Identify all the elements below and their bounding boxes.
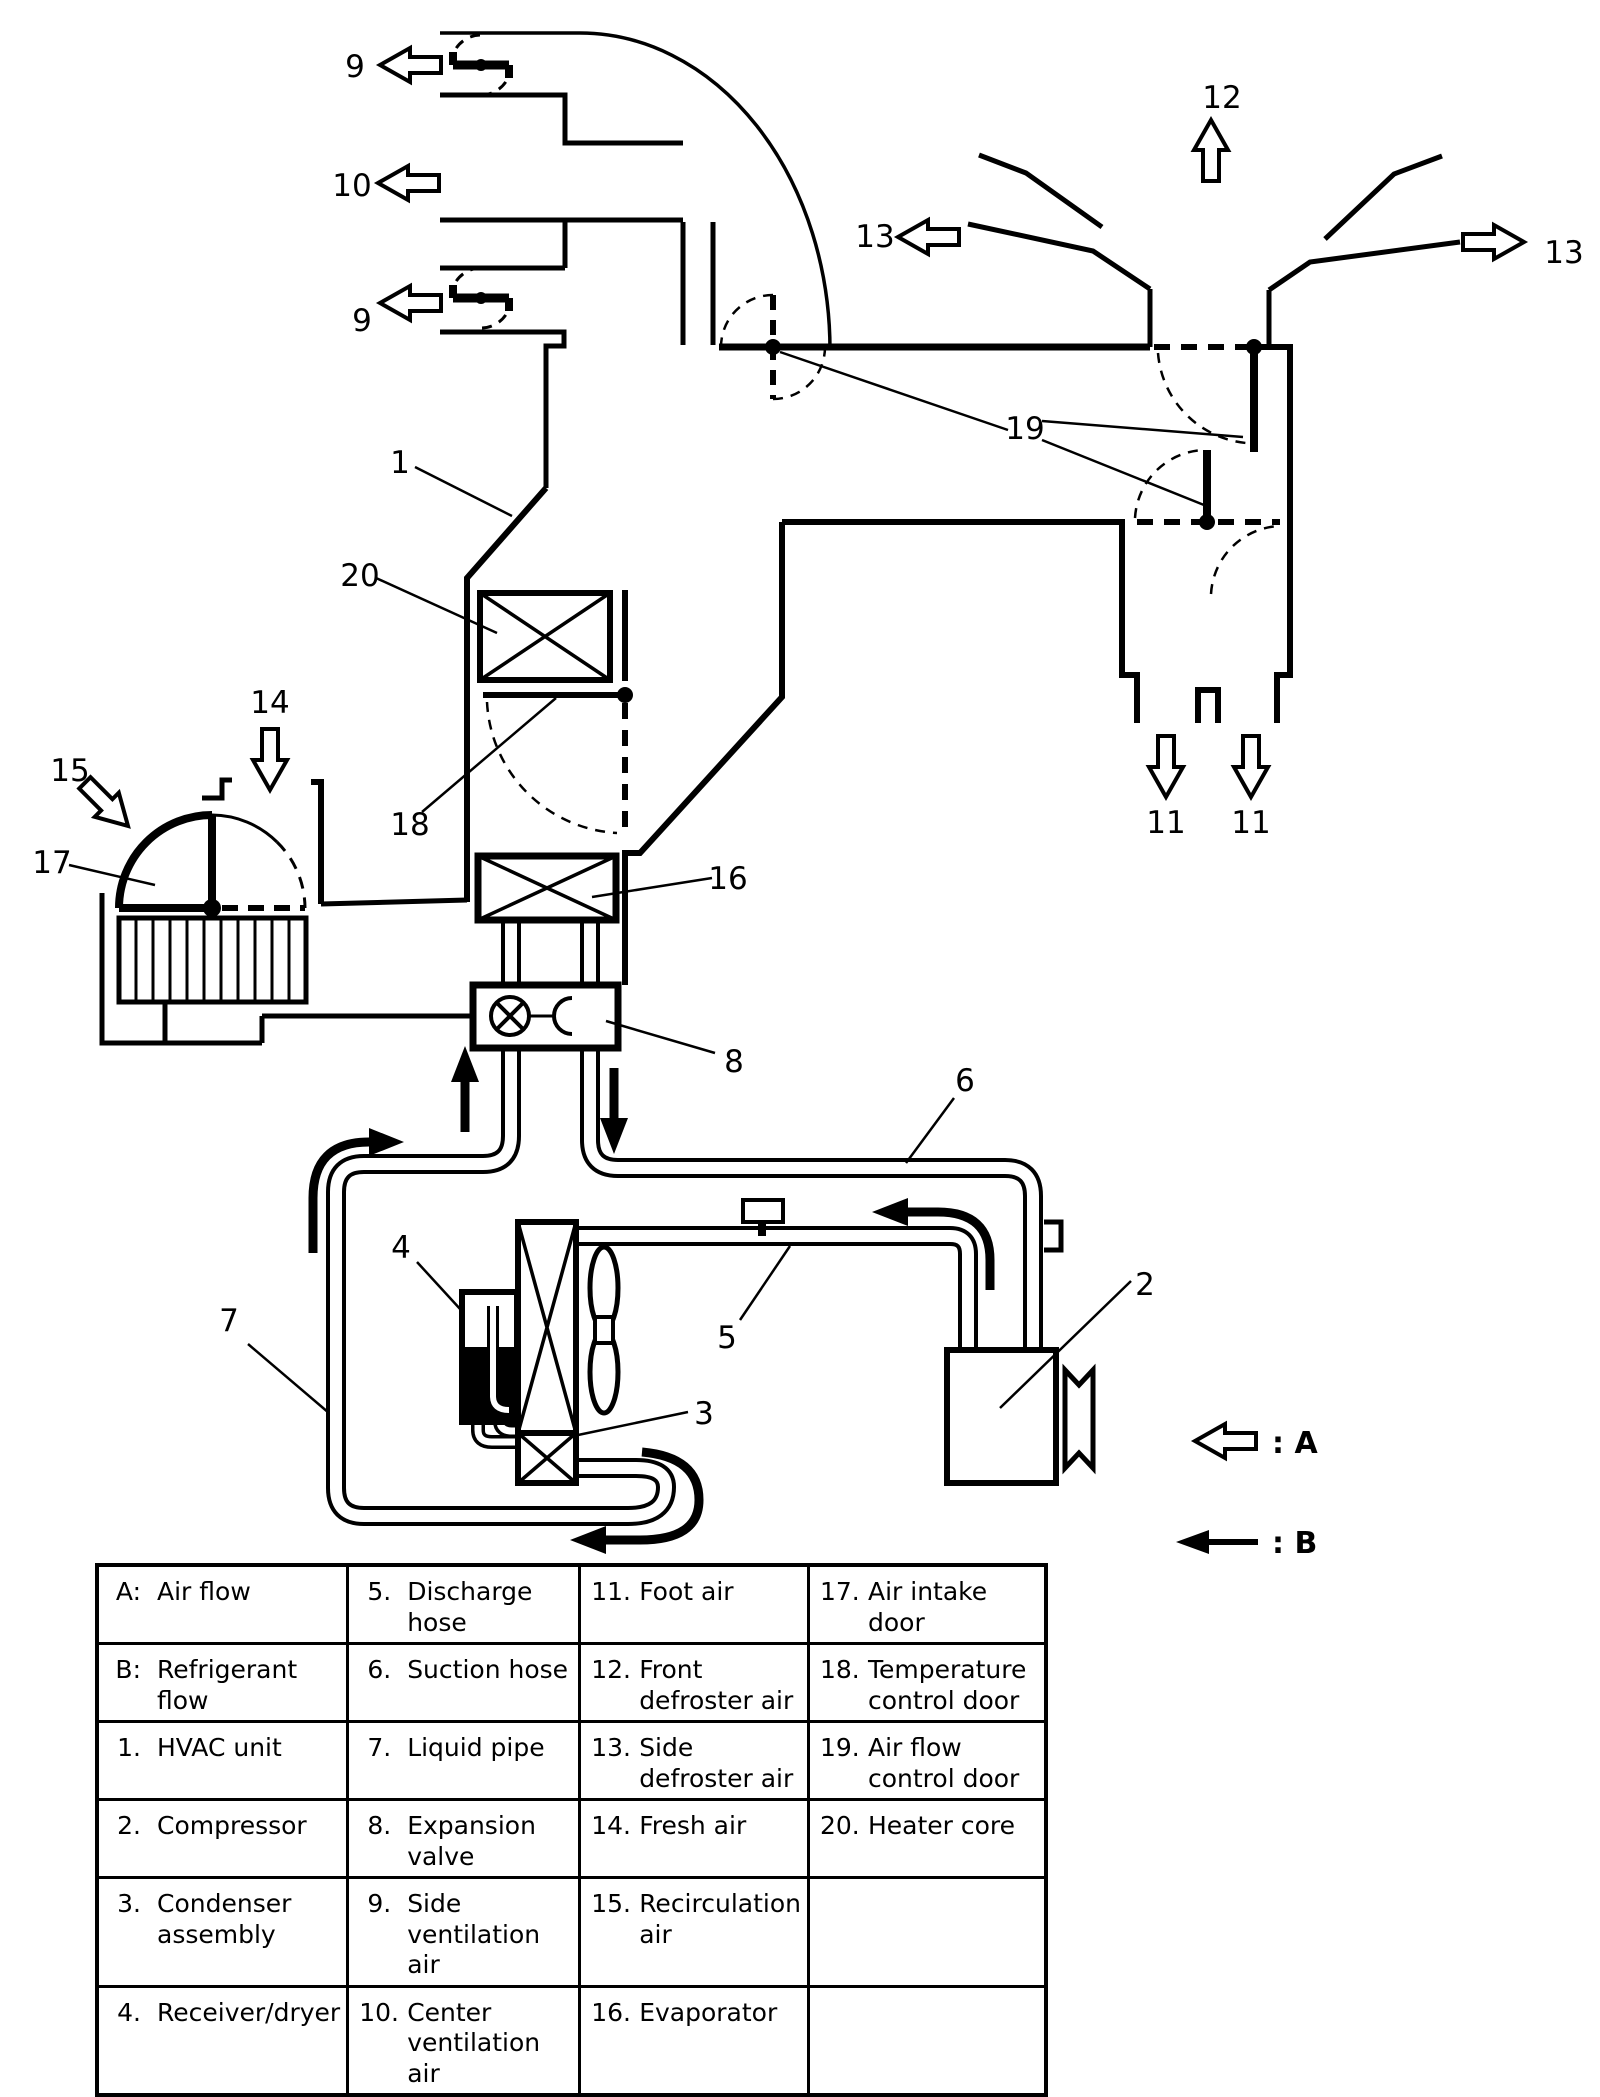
legend-cell: 8. Expansion valve xyxy=(348,1800,580,1878)
air-intake-door xyxy=(119,815,305,917)
label-9-top: 9 xyxy=(345,49,365,85)
label-7: 7 xyxy=(219,1303,239,1339)
label-11-right: 11 xyxy=(1231,805,1271,841)
side-defroster-air-arrow-left-icon xyxy=(898,220,959,254)
center-vent-air-arrow-icon xyxy=(378,166,439,200)
legend-cell: 4. Receiver/dryer xyxy=(97,1986,348,2095)
label-3: 3 xyxy=(694,1396,714,1432)
legend-cell: A: Air flow xyxy=(97,1565,348,1644)
evaporator xyxy=(478,856,616,920)
legend-table-container xyxy=(95,1563,1048,2097)
foot-outlet-divider xyxy=(1198,690,1218,723)
leader-lines xyxy=(69,352,1243,1435)
label-20: 20 xyxy=(340,558,380,594)
side-vent-air-arrow-top-icon xyxy=(380,48,441,82)
table-row xyxy=(97,1565,1046,1644)
receiver-dryer xyxy=(462,1292,517,1422)
legend-cell: 5. Discharge hose xyxy=(348,1565,580,1644)
label-6: 6 xyxy=(955,1063,975,1099)
label-2: 2 xyxy=(1135,1267,1155,1303)
label-18: 18 xyxy=(390,807,430,843)
side-defroster-nozzle-left xyxy=(979,155,1102,227)
refrigerant-flow-key-arrow-icon xyxy=(1176,1530,1209,1554)
foot-air-arrow-left-icon xyxy=(1149,736,1183,797)
label-5: 5 xyxy=(717,1320,737,1356)
side-vent-valve-bottom-icon xyxy=(451,268,511,328)
flow-key xyxy=(1176,1424,1318,1561)
foot-air-arrow-right-icon xyxy=(1234,736,1268,797)
liquid-pipe-flow-arrow-icon xyxy=(369,1128,404,1156)
side-vent-air-arrow-bottom-icon xyxy=(380,286,441,320)
label-11-left: 11 xyxy=(1146,805,1186,841)
legend-cell: 16. Evaporator xyxy=(580,1986,809,2095)
legend-cell: 14. Fresh air xyxy=(580,1800,809,1878)
label-17: 17 xyxy=(32,845,72,881)
refrigerant-pipes xyxy=(336,918,1033,1516)
table-row xyxy=(97,1878,1046,1987)
legend-table xyxy=(95,1563,1048,2097)
table-row xyxy=(97,1722,1046,1800)
legend-cell: 18. Temperature control door xyxy=(808,1644,1046,1722)
vent-duct-assembly xyxy=(440,33,830,902)
label-19: 19 xyxy=(1005,411,1045,447)
legend-cell xyxy=(808,1878,1046,1987)
label-13-left: 13 xyxy=(855,219,895,255)
condenser-assembly xyxy=(518,1222,576,1483)
legend-cell: 6. Suction hose xyxy=(348,1644,580,1722)
label-12: 12 xyxy=(1202,80,1242,116)
legend-cell: 7. Liquid pipe xyxy=(348,1722,580,1800)
legend-cell: 11. Foot air xyxy=(580,1565,809,1644)
legend-cell: 3. Condenser assembly xyxy=(97,1878,348,1987)
legend-cell: 2. Compressor xyxy=(97,1800,348,1878)
subcool-flow-arrow-icon xyxy=(570,1526,606,1554)
condenser-fan-icon xyxy=(590,1247,618,1413)
label-14: 14 xyxy=(250,685,290,721)
table-row xyxy=(97,1800,1046,1878)
discharge-flow-arrow-icon xyxy=(872,1198,908,1226)
legend-cell: 12. Front defroster air xyxy=(580,1644,809,1722)
fresh-air-arrow-icon xyxy=(253,729,287,790)
legend-cell: 15. Recirculation air xyxy=(580,1878,809,1987)
foot-duct-left-wall xyxy=(782,522,1137,723)
front-defroster-air-arrow-icon xyxy=(1194,120,1228,181)
legend-cell: 9. Side ventilation air xyxy=(348,1878,580,1987)
legend-cell: 10. Center ventilation air xyxy=(348,1986,580,2095)
legend-cell: 20. Heater core xyxy=(808,1800,1046,1878)
label-8: 8 xyxy=(724,1044,744,1080)
table-row xyxy=(97,1986,1046,2095)
flow-down-arrow-icon xyxy=(600,1118,628,1154)
label-9-bottom: 9 xyxy=(352,303,372,339)
legend-cell xyxy=(808,1986,1046,2095)
side-defroster-nozzle-right xyxy=(1325,156,1442,239)
legend-cell: B: Refrigerant flow xyxy=(97,1644,348,1722)
temp-control-door xyxy=(483,687,633,837)
label-10: 10 xyxy=(332,168,372,204)
expansion-valve xyxy=(473,985,618,1048)
air-flow-key-arrow-icon xyxy=(1195,1424,1256,1458)
center-vent-downcomer xyxy=(683,222,713,345)
legend-cell: 19. Air flow control door xyxy=(808,1722,1046,1800)
label-13-right: 13 xyxy=(1544,235,1584,271)
air-flow-key-label: : A xyxy=(1272,1426,1318,1461)
legend-cell: 13. Side defroster air xyxy=(580,1722,809,1800)
label-4: 4 xyxy=(391,1230,411,1266)
side-vent-valve-top-icon xyxy=(451,35,511,95)
service-fitting-icon xyxy=(1044,1222,1061,1250)
side-defroster-air-arrow-right-icon xyxy=(1463,225,1524,259)
heater-core xyxy=(480,593,610,680)
label-16: 16 xyxy=(708,861,748,897)
foot-duct-right-wall xyxy=(1258,347,1290,723)
discharge-hose xyxy=(576,1236,968,1350)
refrigerant-flow-key-label: : B xyxy=(1272,1526,1318,1561)
legend-cell: 17. Air intake door xyxy=(808,1565,1046,1644)
hvac-top-and-defroster xyxy=(719,155,1460,723)
label-1: 1 xyxy=(390,445,410,481)
table-row xyxy=(97,1644,1046,1722)
hvac-unit-right-wall xyxy=(625,522,782,985)
legend-cell: 1. HVAC unit xyxy=(97,1722,348,1800)
label-15: 15 xyxy=(50,753,90,789)
blower-fan xyxy=(119,918,306,1002)
compressor-pulley-icon xyxy=(1065,1370,1093,1468)
